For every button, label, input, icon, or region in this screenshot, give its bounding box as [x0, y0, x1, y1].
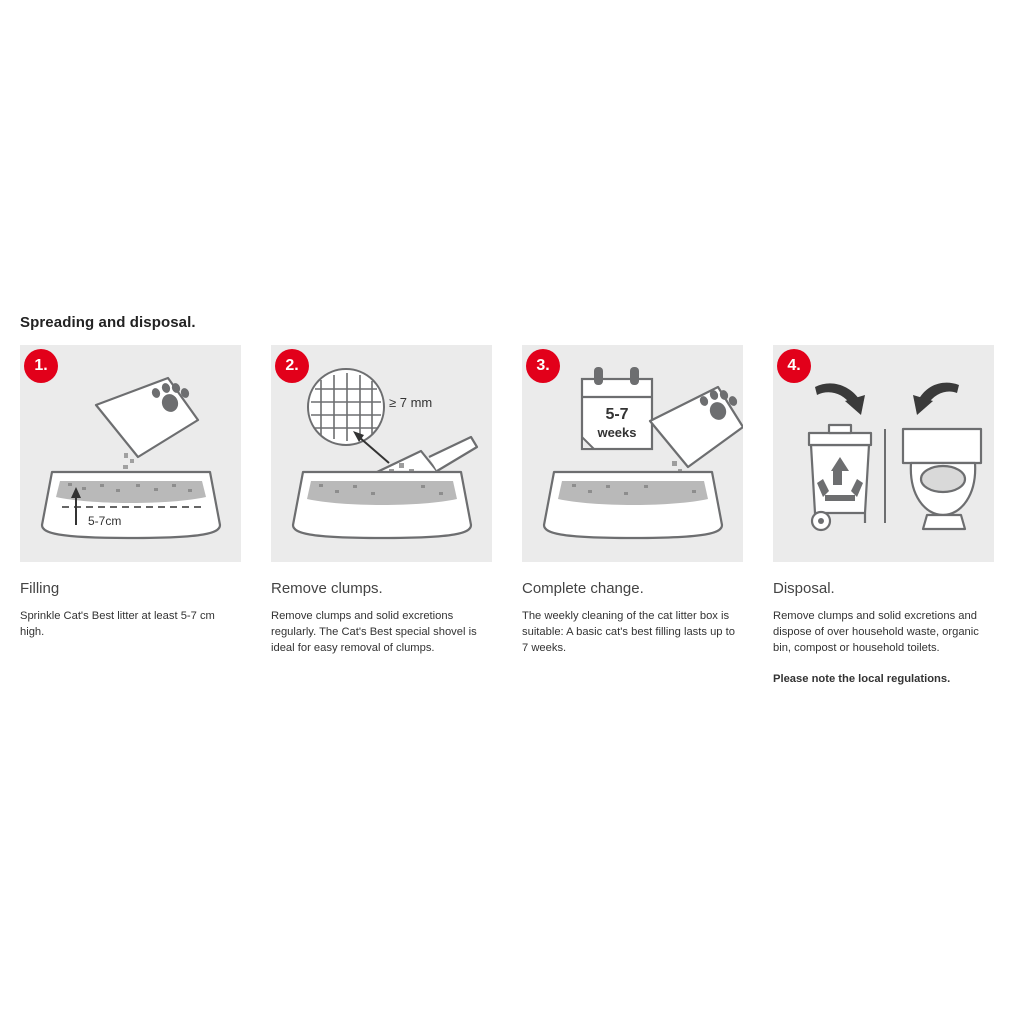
step-2-badge: 2. [275, 349, 309, 383]
step-2-illustration [271, 345, 492, 562]
step-4-body: Remove clumps and solid excretions and dispose of over household waste, organic bin, compost or household toilets. [773, 610, 979, 655]
arrow-curved-left-icon [815, 383, 865, 415]
step-complete-change [522, 345, 743, 687]
step-4-badge: 4. [777, 349, 811, 383]
step-disposal [773, 345, 994, 687]
step-2-body: Remove clumps and solid excretions regularly. The Cat's Best special shovel is ideal for easy removal of clumps. [271, 610, 477, 655]
step-filling [20, 345, 241, 687]
mesh-circle-icon [308, 369, 384, 445]
steps-row [20, 345, 1004, 687]
calendar-weeks-unit: weeks [597, 425, 637, 440]
step-1-body: Sprinkle Cat's Best litter at least 5-7 cm high. [20, 610, 215, 639]
step-4-note: Please note the local regulations. [773, 672, 951, 685]
step-4-title: Disposal. [773, 580, 835, 597]
step-3-illustration [522, 345, 743, 562]
step-2-title: Remove clumps. [271, 580, 383, 597]
mesh-size-label: ≥ 7 mm [389, 395, 433, 410]
step-3-badge: 3. [526, 349, 560, 383]
step-remove-clumps [271, 345, 492, 687]
depth-label: 5-7cm [88, 514, 122, 528]
page-title: Spreading and disposal. [20, 314, 196, 331]
litter-fill [558, 481, 708, 505]
step-1-title: Filling [20, 580, 60, 597]
litter-fill [56, 481, 206, 503]
step-1-illustration [20, 345, 241, 562]
step-4-illustration [773, 345, 994, 562]
step-1-badge: 1. [24, 349, 58, 383]
litter-fill [307, 481, 457, 505]
calendar-weeks-number: 5-7 [605, 406, 629, 423]
toilet-icon [903, 429, 981, 529]
step-3-title: Complete change. [522, 580, 644, 597]
arrow-curved-right-icon [913, 383, 959, 415]
step-3-body: The weekly cleaning of the cat litter box is suitable: A basic cat's best filling lasts up to 7 weeks. [522, 610, 735, 655]
